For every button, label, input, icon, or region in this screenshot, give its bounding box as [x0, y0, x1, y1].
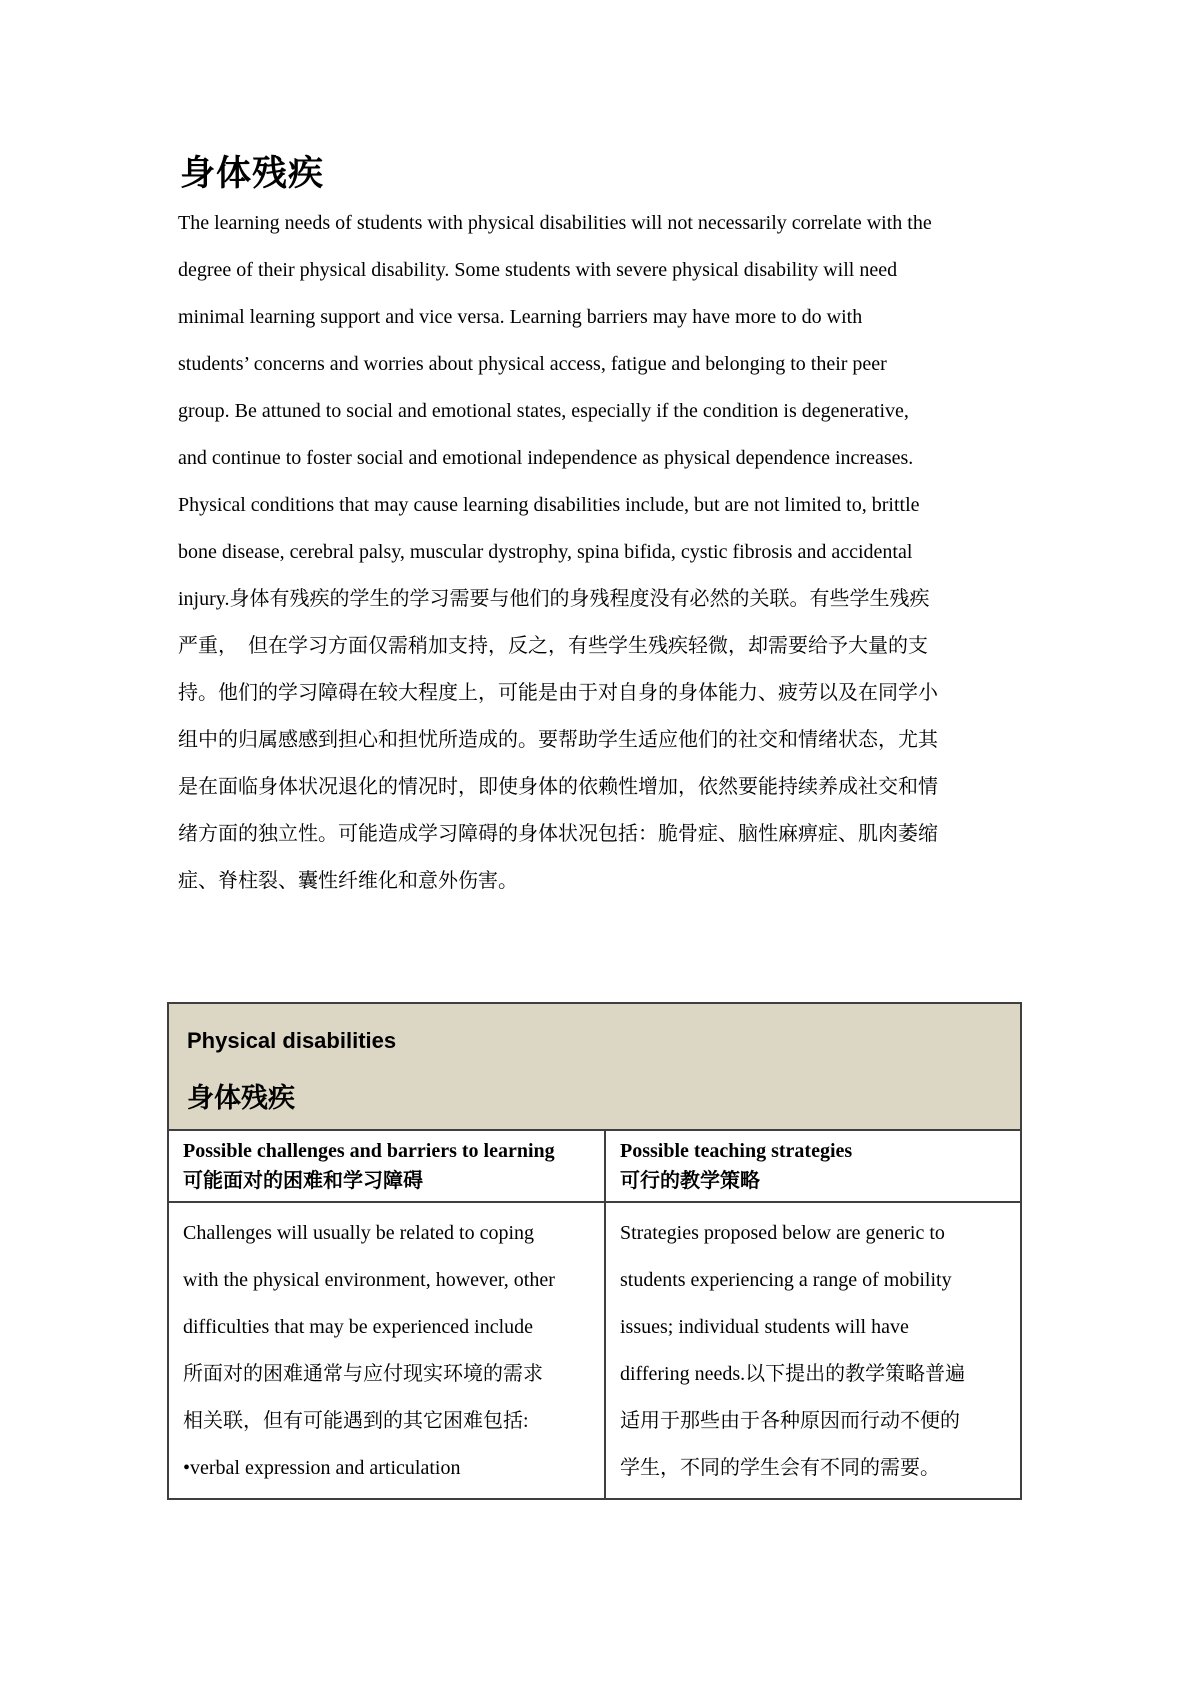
- intro-line-15: 症、脊柱裂、囊性纤维化和意外伤害。: [178, 870, 518, 892]
- intro-line-12: 组中的归属感感到担心和担忧所造成的。要帮助学生适应他们的社交和情绪状态，尤其: [178, 729, 938, 751]
- column-header-strategies: [606, 1131, 1020, 1201]
- intro-line-7: Physical conditions that may cause learning disabilities include, but are not limited to, brittle: [178, 494, 920, 516]
- intro-line-3: minimal learning support and vice versa. Learning barriers may have more to do with: [178, 306, 863, 328]
- intro-line-5: group. Be attuned to social and emotional states, especially if the condition is degenerative,: [178, 400, 909, 422]
- strategies-line-2: students experiencing a range of mobility: [620, 1269, 952, 1291]
- intro-line-4: students’ concerns and worries about physical access, fatigue and belonging to their peer: [178, 353, 887, 375]
- challenges-line-4: 所面对的困难通常与应付现实环境的需求: [183, 1363, 543, 1385]
- intro-line-6: and continue to foster social and emotional independence as physical dependence increases.: [178, 447, 914, 469]
- challenges-line-6: •verbal expression and articulation: [183, 1457, 461, 1479]
- intro-line-13: 是在面临身体状况退化的情况时，即使身体的依赖性增加，依然要能持续养成社交和情: [178, 776, 938, 798]
- strategies-line-6: 学生，不同的学生会有不同的需要。: [620, 1457, 940, 1479]
- intro-line-14: 绪方面的独立性。可能造成学习障碍的身体状况包括：脆骨症、脑性麻痹症、肌肉萎缩: [178, 823, 938, 845]
- challenges-line-2: with the physical environment, however, other: [183, 1269, 555, 1291]
- intro-line-10: 严重， 但在学习方面仅需稍加支持，反之，有些学生残疾轻微，却需要给予大量的支: [178, 635, 928, 657]
- table-title-cell: [169, 1004, 1020, 1131]
- column-header-challenges-english: Possible challenges and barriers to learning: [183, 1140, 555, 1162]
- challenges-line-5: 相关联，但有可能遇到的其它困难包括:: [183, 1410, 529, 1432]
- column-header-strategies-english: Possible teaching strategies: [620, 1140, 853, 1162]
- table-title-chinese: 身体残疾: [187, 1083, 295, 1113]
- strategies-line-3: issues; individual students will have: [620, 1316, 909, 1338]
- intro-paragraph: [178, 200, 1026, 905]
- intro-line-9: injury.身体有残疾的学生的学习需要与他们的身残程度没有必然的关联。有些学生残疾: [178, 588, 930, 610]
- column-header-challenges: [169, 1131, 606, 1201]
- column-header-challenges-chinese: 可能面对的困难和学习障碍: [183, 1170, 423, 1192]
- challenges-line-1: Challenges will usually be related to coping: [183, 1222, 535, 1244]
- table-body-row: [169, 1203, 1020, 1498]
- column-header-strategies-chinese: 可行的教学策略: [620, 1170, 760, 1192]
- challenges-line-3: difficulties that may be experienced include: [183, 1316, 534, 1338]
- intro-line-2: degree of their physical disability. Some students with severe physical disability will need: [178, 259, 898, 281]
- challenges-cell: [169, 1203, 606, 1498]
- intro-line-11: 持。他们的学习障碍在较大程度上，可能是由于对自身的身体能力、疲劳以及在同学小: [178, 682, 938, 704]
- intro-line-8: bone disease, cerebral palsy, muscular dystrophy, spina bifida, cystic fibrosis and accidental: [178, 541, 913, 563]
- table-column-header-row: [169, 1131, 1020, 1203]
- intro-line-1: The learning needs of students with physical disabilities will not necessarily correlate with the: [178, 212, 932, 234]
- physical-disabilities-table: [167, 1002, 1022, 1500]
- strategies-line-1: Strategies proposed below are generic to: [620, 1222, 945, 1244]
- strategies-cell: [606, 1203, 1020, 1498]
- table-title-english: Physical disabilities: [187, 1028, 397, 1053]
- strategies-line-4: differing needs.以下提出的教学策略普遍: [620, 1363, 966, 1385]
- strategies-line-5: 适用于那些由于各种原因而行动不便的: [620, 1410, 960, 1432]
- page-title: 身体残疾: [180, 154, 325, 193]
